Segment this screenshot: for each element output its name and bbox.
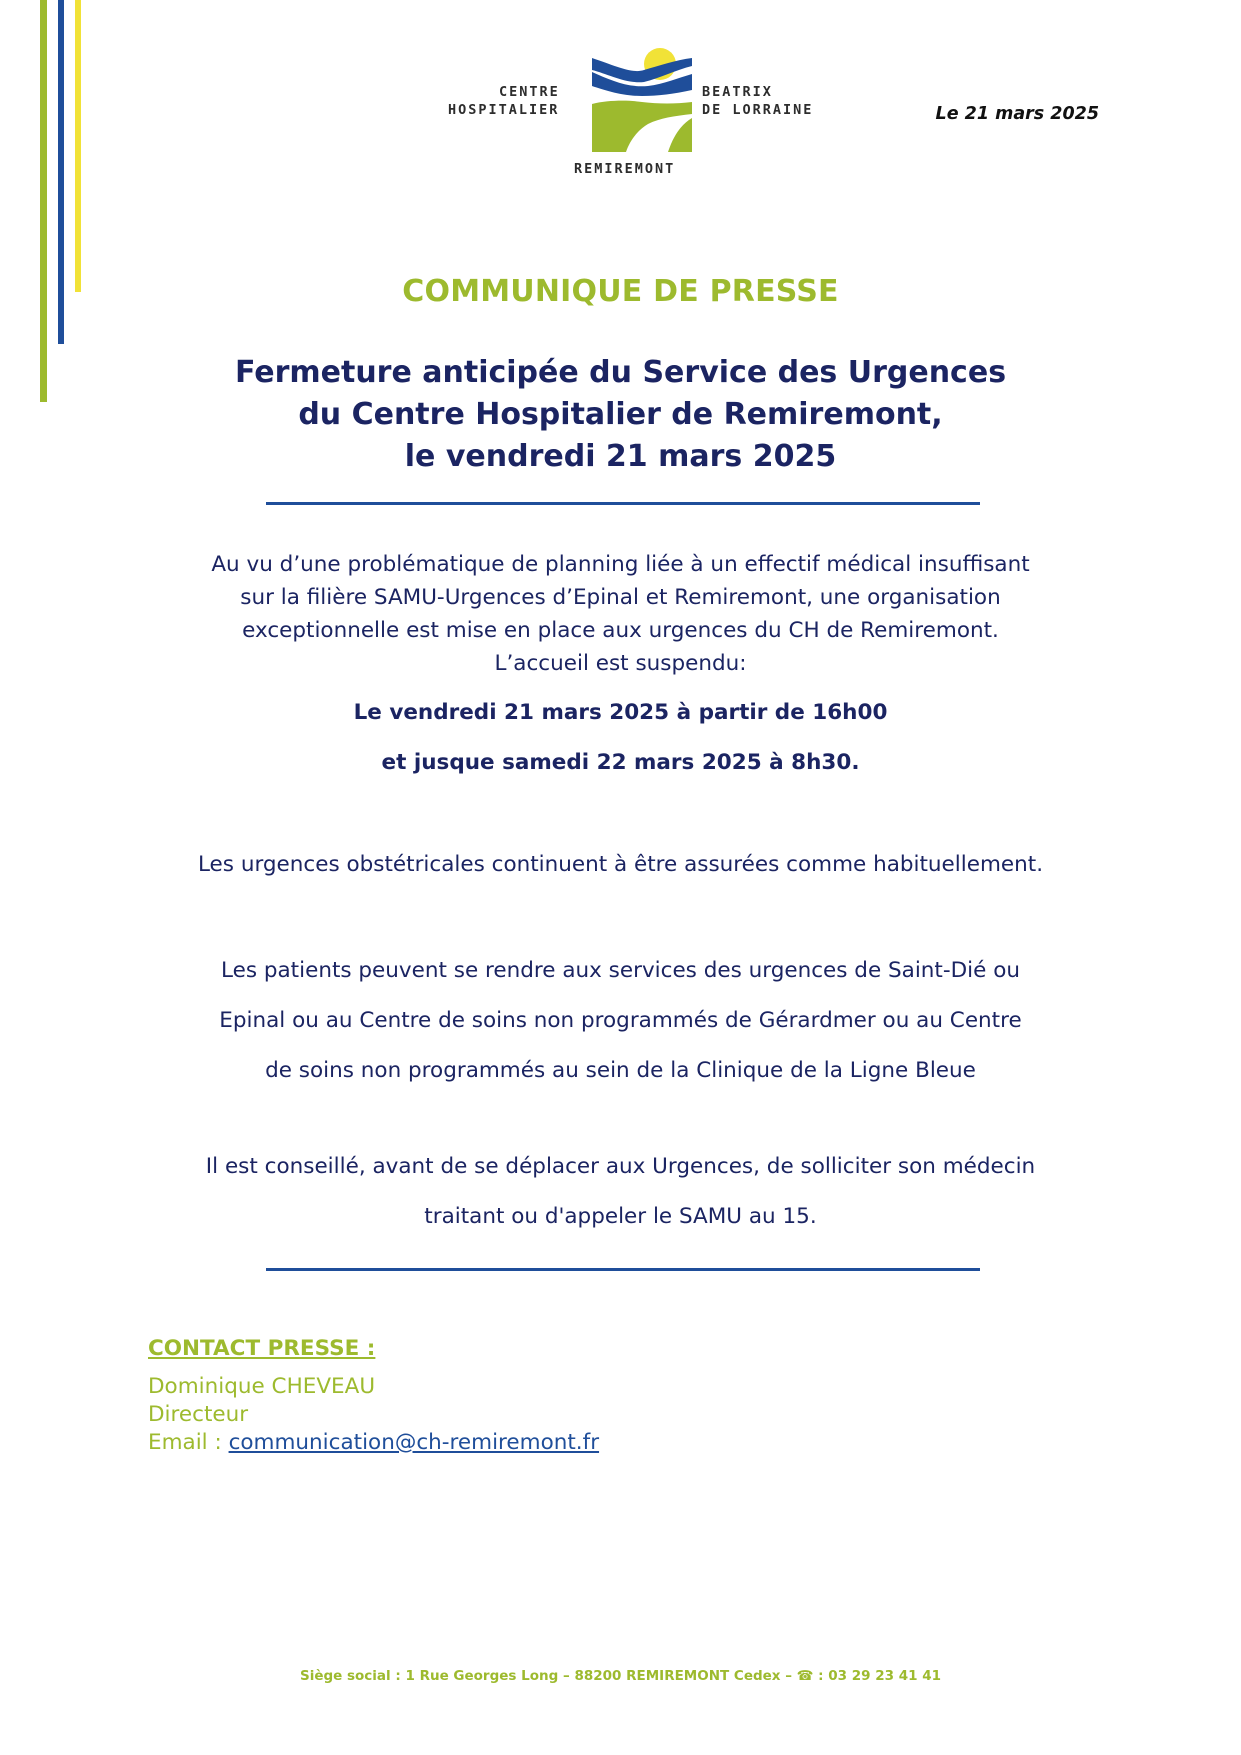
alternatives-line: Epinal ou au Centre de soins non programmés de Gérardmer ou au Centre [219, 1008, 1022, 1033]
document-date: Le 21 mars 2025 [935, 104, 1099, 124]
hospital-logo [430, 44, 850, 184]
alternatives-paragraph [0, 946, 1241, 1096]
contact-role: Directeur [148, 1402, 249, 1427]
intro-line: L’accueil est suspendu: [494, 651, 747, 676]
footer-address: Siège social : 1 Rue Georges Long – 88200 REMIREMONT Cedex – ☎ : 03 29 23 41 41 [299, 1668, 942, 1684]
contact-title: CONTACT PRESSE : [148, 1336, 376, 1361]
advice-line: traitant ou d'appeler le SAMU au 15. [424, 1204, 817, 1229]
alternatives-line: Les patients peuvent se rendre aux services des urgences de Saint-Dié ou [221, 958, 1020, 983]
contact-email-link[interactable]: communication@ch-remiremont.fr [228, 1430, 600, 1455]
logo-text-beatrix: BEATRIX [702, 84, 773, 100]
press-contact [148, 1336, 599, 1457]
headline-line: du Centre Hospitalier de Remiremont, [298, 397, 943, 432]
decorative-yellow-bar [75, 0, 81, 292]
contact-email-label: Email : [148, 1430, 229, 1455]
logo-emblem-icon [588, 44, 696, 152]
closure-start: Le vendredi 21 mars 2025 à partir de 16h00 [353, 700, 888, 725]
headline [0, 352, 1241, 478]
divider-bottom [266, 1268, 980, 1271]
closure-end: et jusque samedi 22 mars 2025 à 8h30. [381, 750, 860, 775]
intro-line: sur la filière SAMU-Urgences d’Epinal et Remiremont, une organisation [240, 585, 1001, 610]
headline-line: le vendredi 21 mars 2025 [404, 439, 837, 474]
advice-line: Il est conseillé, avant de se déplacer aux Urgences, de solliciter son médecin [205, 1154, 1036, 1179]
advice-paragraph [0, 1142, 1241, 1242]
press-release-title: COMMUNIQUE DE PRESSE [402, 274, 839, 309]
decorative-green-bar [40, 0, 47, 402]
logo-text-centre: CENTRE [499, 84, 560, 100]
intro-line: exceptionnelle est mise en place aux urgences du CH de Remiremont. [242, 618, 999, 643]
alternatives-line: de soins non programmés au sein de la Clinique de la Ligne Bleue [265, 1058, 976, 1083]
divider-top [266, 502, 980, 505]
logo-text-de-lorraine: DE LORRAINE [702, 102, 814, 118]
headline-line: Fermeture anticipée du Service des Urgences [234, 355, 1007, 390]
logo-text-remiremont: REMIREMONT [574, 161, 676, 177]
obstetric-paragraph: Les urgences obstétricales continuent à être assurées comme habituellement. [197, 852, 1044, 877]
intro-paragraph [0, 548, 1241, 680]
contact-email-row [148, 1429, 599, 1457]
logo-text-hospitalier: HOSPITALIER [448, 102, 560, 118]
intro-line: Au vu d’une problématique de planning liée à un effectif médical insuffisant [211, 552, 1030, 577]
contact-name: Dominique CHEVEAU [148, 1374, 376, 1399]
